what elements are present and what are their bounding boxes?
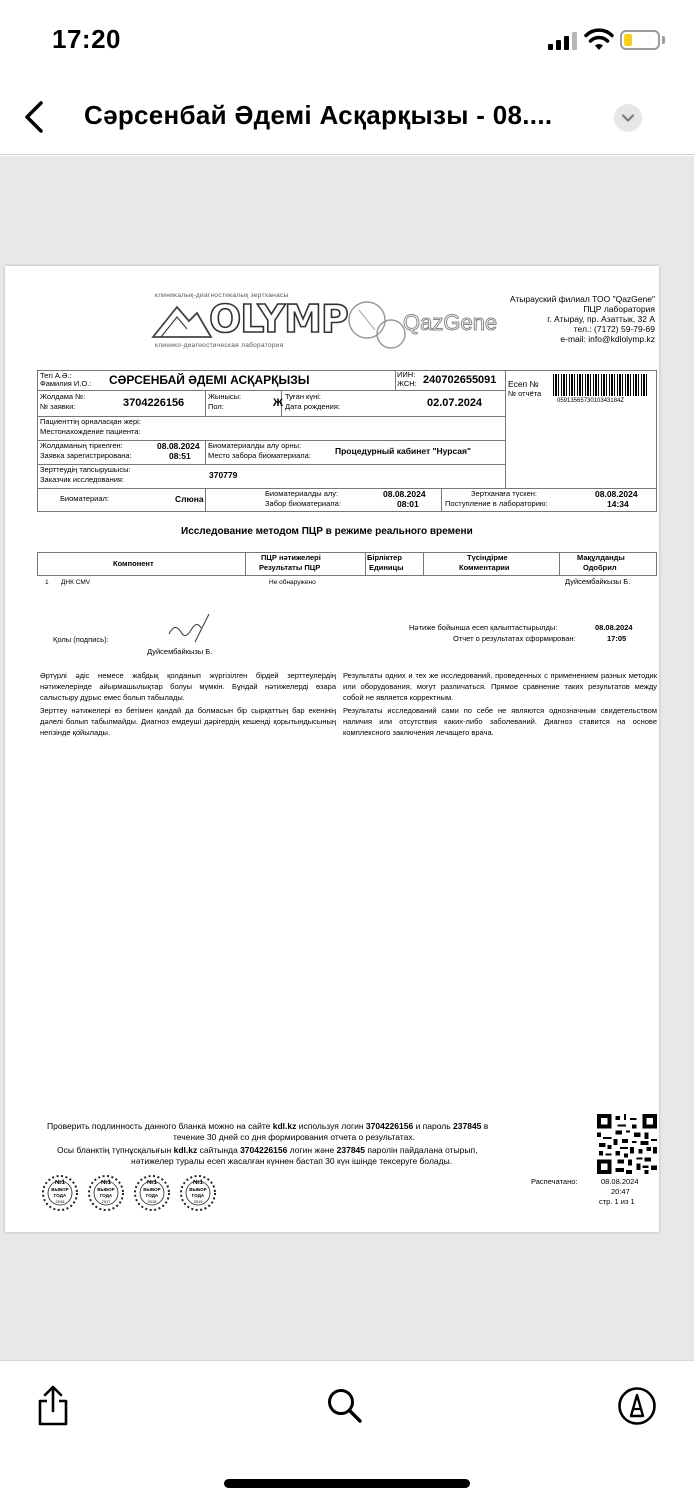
branch-line: Атырауский филиал ТОО "QazGene": [509, 294, 655, 304]
report-formed-label-kz: Нәтиже бойынша есеп қалыптастырылды:: [409, 623, 558, 632]
seal-rank: №1: [192, 1180, 204, 1186]
search-icon: [326, 1387, 364, 1425]
award-seal: [41, 1174, 79, 1212]
verify-site: kdl.kz: [272, 1121, 297, 1131]
verify-line-kz-2: нәтижелер туралы есеп жасалған күннен бастап 30 күн ішінде тексеруге болады.: [131, 1156, 453, 1166]
collect-date: 08.08.2024: [383, 489, 426, 499]
location-label-ru: Местонахождение пациента:: [40, 427, 141, 436]
biomaterial: Слюна: [175, 494, 204, 504]
battery-icon: [620, 30, 660, 50]
seal-text: ГОДА: [191, 1193, 205, 1198]
patient-iin: 240702655091: [423, 374, 497, 386]
iin-label-1: ИИН:: [397, 370, 416, 379]
received-label-ru: Поступление в лабораторию:: [445, 499, 548, 508]
report-barcode: [553, 374, 649, 396]
dna-circle-icon: [345, 296, 411, 352]
verify-login: 3704226156: [240, 1145, 288, 1155]
signature-name: Дуйсембайкызы Б.: [147, 647, 213, 656]
markup-icon: [617, 1386, 657, 1426]
patient-dob: 02.07.2024: [427, 397, 483, 409]
collect-place: Процедурный кабинет "Нурсая": [335, 446, 471, 456]
olymp-name: OLYMP: [209, 297, 348, 341]
verify-text: в: [483, 1121, 489, 1131]
report-formed-label-ru: Отчет о результатах сформирован:: [453, 634, 576, 643]
sex-label-ru: Пол:: [208, 402, 224, 411]
qazgene-logo: [345, 292, 515, 352]
verify-site: kdl.kz: [173, 1145, 198, 1155]
seal-text: ВЫБОР: [97, 1187, 115, 1192]
verify-text: паролін пайдалана отырып,: [367, 1145, 478, 1155]
award-seal: [87, 1174, 125, 1212]
header-approved-ru: Одобрил: [583, 563, 617, 572]
header-units-ru: Единицы: [369, 563, 404, 572]
report-label-2: № отчёта: [508, 389, 542, 398]
dob-label-ru: Дата рождения:: [285, 402, 340, 411]
row-component: ДНК CMV: [61, 579, 91, 586]
seal-year: 2019: [193, 1199, 203, 1204]
seal-year: 2016: [55, 1199, 65, 1204]
seal-text: ВЫБОР: [189, 1187, 207, 1192]
verify-line-ru-2: течение 30 дней со дня формирования отчета о результатах.: [173, 1132, 415, 1142]
qr-code-icon: [597, 1114, 657, 1174]
home-indicator[interactable]: [224, 1479, 470, 1488]
referral-number: 3704226156: [123, 397, 185, 409]
printed-label: Распечатано:: [531, 1177, 578, 1186]
header-component: Компонент: [113, 559, 154, 568]
reg-date: 08.08.2024: [157, 441, 200, 451]
verify-text: Осы бланктің түпнұсқалығын: [57, 1145, 172, 1155]
collect-place-label-ru: Место забора биоматериала:: [208, 451, 311, 460]
name-label-ru: Фамилия И.О.:: [40, 379, 92, 388]
customer-code: 370779: [209, 470, 238, 480]
olymp-tagline-ru: клинико-диагностическая лаборатория: [155, 342, 284, 349]
referral-label-kz: Жолдама №:: [40, 392, 86, 401]
customer-label-ru: Заказчик исследования:: [40, 475, 125, 484]
customer-label-kz: Зерттеудің тапсырушысы:: [40, 465, 131, 474]
award-seal: [179, 1174, 217, 1212]
chevron-left-icon: [23, 100, 45, 134]
olymp-tagline-kz: клиникалық-диагностикалық зертханасы: [155, 292, 289, 299]
mountain-icon: [151, 301, 213, 339]
title-menu-button[interactable]: [614, 104, 642, 132]
pdf-page[interactable]: [5, 266, 659, 1232]
verify-login: 3704226156: [365, 1121, 414, 1131]
header-approved-kz: Мақұлданды: [577, 553, 625, 562]
reg-label-kz: Жолдаманың тіркелген:: [40, 441, 123, 450]
signal-icon: [548, 30, 578, 50]
battery-cap: [662, 36, 665, 44]
row-result: Не обнаружено: [269, 579, 316, 586]
row-number: 1: [45, 579, 49, 586]
section-title: Исследование методом ПЦР в режиме реального времени: [181, 526, 473, 537]
disclaimer-kz-2: Зерттеу нәтижелері өз бетімен қандай да болмасын бір сырқаттың бар екенінің дәлелі болып табылмайды. Диагноз емдеуші дәрігердің кешенді қорытындысының негізінде қойылады.: [40, 706, 336, 737]
sex-label-kz: Жынысы:: [208, 392, 242, 401]
dob-label-kz: Туған күні:: [285, 392, 321, 401]
collect-label-ru: Забор биоматериала:: [265, 499, 341, 508]
seal-year: 2017: [101, 1199, 111, 1204]
seal-text: ГОДА: [145, 1193, 159, 1198]
name-label-kz: Тегі А.Ә.:: [40, 371, 72, 380]
reg-label-ru: Заявка зарегистрирована:: [40, 451, 132, 460]
seal-rank: №1: [54, 1180, 66, 1186]
seal-text: ГОДА: [53, 1193, 67, 1198]
patient-name: СӘРСЕНБАЙ ӘДЕМІ АСҚАРҚЫЗЫ: [109, 373, 310, 387]
iin-label-2: ЖСН:: [397, 379, 417, 388]
printed-time: 20:47: [611, 1187, 630, 1196]
report-label-1: Есеп №: [508, 379, 539, 389]
disclaimer-ru-2: Результаты исследований сами по себе не являются однозначным свидетельством наличия или отсутствия каких-либо заболеваний. Диагноз ставится на основе комплексного заключения лечащего врача.: [343, 706, 657, 737]
seal-text: ВЫБОР: [51, 1187, 69, 1192]
signature-scribble: [165, 612, 211, 646]
share-button[interactable]: [28, 1381, 78, 1431]
header-units-kz: Бірліктер: [367, 553, 402, 562]
received-label-kz: Зертханаға түскен:: [471, 489, 537, 498]
branch-line: г. Атырау, пр. Азаттык, 32 А: [547, 314, 655, 324]
barcode-number: 0591356573010343184Z: [557, 398, 625, 404]
nav-header: [0, 80, 694, 155]
header-result-kz: ПЦР нәтижелері: [261, 553, 321, 562]
collect-time: 08:01: [397, 499, 419, 509]
status-bar: [0, 0, 694, 80]
back-button[interactable]: [14, 94, 54, 140]
search-button[interactable]: [320, 1381, 370, 1431]
seal-rank: №1: [146, 1180, 158, 1186]
signature-label: Қолы (подпись):: [53, 635, 109, 644]
collect-place-label-kz: Биоматериалды алу орны:: [208, 441, 302, 450]
qazgene-name: QazGene: [403, 310, 498, 335]
location-label-kz: Пациенттің орналасқан жері:: [40, 417, 141, 426]
seal-text: ВЫБОР: [143, 1187, 161, 1192]
disclaimer-ru-1: Результаты одних и тех же исследований, проведенных с применением разных методик или оборудования, могут различаться. Прямое сравнение таких результатов между собой не является корректным.: [343, 671, 657, 702]
status-time: 17:20: [52, 24, 121, 54]
share-icon: [35, 1385, 71, 1427]
wifi-icon: [584, 26, 614, 52]
verify-text: и пароль: [415, 1121, 451, 1131]
seal-year: 2018: [147, 1199, 157, 1204]
branch-line: ПЦР лаборатория: [583, 304, 655, 314]
collect-label-kz: Биоматериалды алу:: [265, 489, 339, 498]
verify-text: логин және: [289, 1145, 335, 1155]
branch-line: тел.: (7172) 59-79-69: [573, 324, 655, 334]
verify-text: Проверить подлинность данного бланка можно на сайте: [47, 1121, 271, 1131]
patient-sex: Ж: [273, 397, 283, 409]
received-date: 08.08.2024: [595, 489, 638, 499]
verify-text: сайтында: [199, 1145, 238, 1155]
disclaimer-kz-1: Әртүрлі әдіс немесе жабдық қолданып жүргізілген бірдей зерттеулердің нәтижелерінде айырмашылықтар болуы мүмкін. Бұндай нәтижелерді өзара салыстыру дұрыс емес болып табылады.: [40, 671, 336, 702]
document-viewer[interactable]: [0, 156, 694, 1360]
verify-text: используя логин: [298, 1121, 364, 1131]
bottom-toolbar: [0, 1360, 694, 1500]
document-title[interactable]: Сәрсенбай Әдемі Асқарқызы - 08....: [84, 100, 553, 130]
row-approved: Дуйсембайкызы Б.: [565, 577, 631, 586]
markup-button[interactable]: [612, 1381, 662, 1431]
chevron-down-icon: [621, 113, 635, 123]
report-formed-date: 08.08.2024: [595, 623, 633, 632]
received-time: 14:34: [607, 499, 629, 509]
verify-password: 237845: [336, 1145, 366, 1155]
bio-label: Биоматериал:: [60, 494, 109, 503]
report-formed-time: 17:05: [607, 634, 627, 643]
reg-time: 08:51: [169, 451, 191, 461]
seal-rank: №1: [100, 1180, 112, 1186]
olymp-logo: [151, 292, 348, 352]
referral-label-ru: № заявки:: [40, 402, 76, 411]
printed-date: 08.08.2024: [601, 1177, 639, 1186]
award-seal: [133, 1174, 171, 1212]
header-comment-kz: Түсіндірме: [467, 553, 508, 562]
header-comment-ru: Комментарии: [459, 563, 510, 572]
verify-line-kz-1: [57, 1146, 477, 1156]
verify-line-ru-1: [47, 1122, 488, 1132]
verify-password: 237845: [453, 1121, 482, 1131]
header-result-ru: Результаты ПЦР: [259, 563, 321, 572]
branch-address: [510, 294, 655, 344]
seal-text: ГОДА: [99, 1193, 113, 1198]
branch-line: e-mail: info@kdlolymp.kz: [560, 334, 655, 344]
page-number: стр. 1 из 1: [599, 1197, 635, 1206]
